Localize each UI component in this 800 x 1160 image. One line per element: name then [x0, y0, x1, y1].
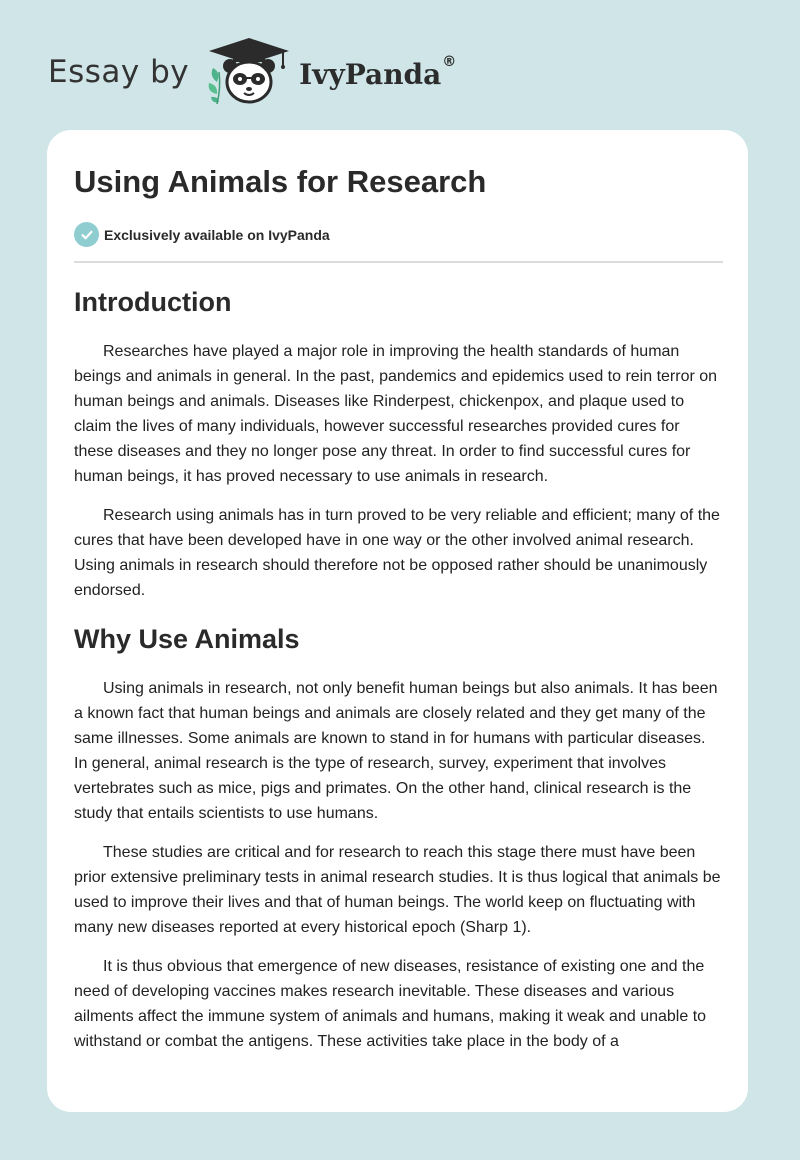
paragraph: Researches have played a major role in improving the health standards of human beings and animals in general. In the past, pandemics and epidemics used to rein terror on human beings and animals. Diseases like Rinderpest, chickenpox, and plaque used to claim the lives of many individuals, however successful researches provided cures for these diseases and they no longer pose any threat. In order to find successful cures for human beings, it has proved necessary to use animals in research. — [74, 343, 718, 485]
paragraph: Using animals in research, not only benefit human beings but also animals. It has been a known fact that human beings and animals are closely related and they get many of the same illnesses. Some animals are known to stand in for humans with particular diseases. In general, animal research is the type of research, survey, experiment that involves vertebrates such as mice, pigs and primates. On the other hand, clinical research is the study that entails scientists to use humans. — [74, 680, 718, 822]
title-divider — [74, 261, 723, 263]
section-heading: Introduction — [74, 287, 232, 317]
check-circle-icon — [74, 222, 99, 247]
essay-card — [47, 130, 748, 1112]
site-brand[interactable] — [48, 36, 456, 108]
essay-title: Using Animals for Research — [74, 164, 487, 199]
paragraph: It is thus obvious that emergence of new diseases, resistance of existing one and the need of developing vaccines makes research inevitable. These diseases and various ailments affect the immune system of animals and humans, making it weak and unable to withstand or combat the antigens. These activities take place in the body of a — [74, 958, 707, 1050]
section-why-use-animals — [74, 617, 723, 1054]
panda-logo-icon — [203, 36, 295, 108]
section-heading: Why Use Animals — [74, 624, 300, 654]
exclusive-badge — [74, 222, 330, 247]
paragraph: Research using animals has in turn proved to be very reliable and efficient; many of the cures that have been developed have in one way or the other involved animal research. Using animals in research should therefore not be opposed rather should be unanimously endorsed. — [74, 507, 720, 599]
section-introduction — [74, 280, 723, 603]
brand-prefix: Essay by — [48, 54, 190, 90]
brand-name: IvyPanda® — [299, 53, 457, 91]
paragraph: These studies are critical and for research to reach this stage there must have been prior extensive preliminary tests in animal research studies. It is thus logical that animals be used to improve their lives and that of human beings. The world keep on fluctuating with many new diseases reported at every historical epoch (Sharp 1). — [74, 844, 721, 936]
registered-mark: ® — [442, 53, 457, 70]
essay-content — [74, 280, 723, 1068]
exclusive-label: Exclusively available on IvyPanda — [104, 226, 330, 243]
